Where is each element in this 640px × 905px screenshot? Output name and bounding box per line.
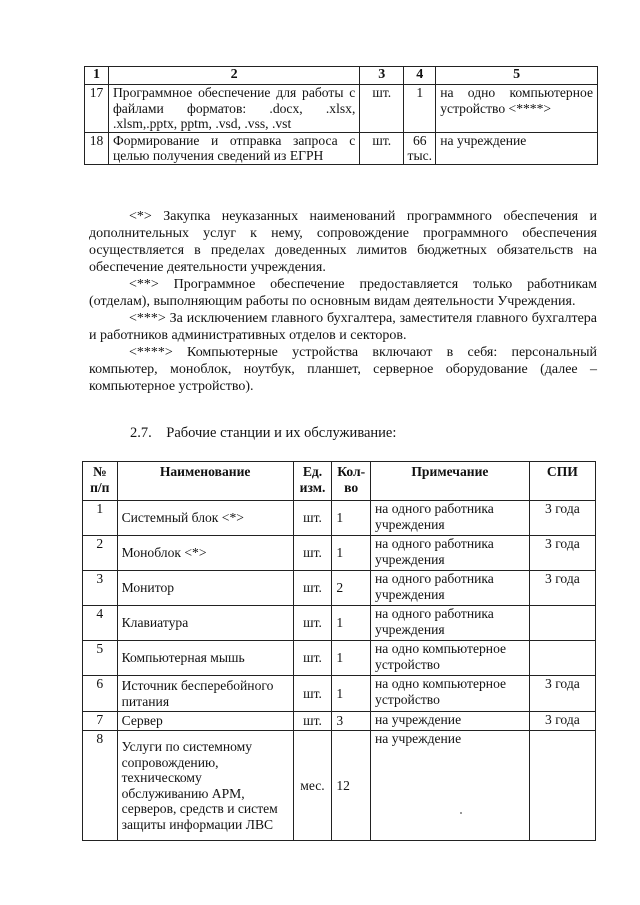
table-row: [85, 132, 598, 164]
software-table: [84, 66, 598, 165]
col-header-spi: СПИ: [529, 462, 595, 501]
row-number: 5: [83, 641, 118, 676]
speck: [460, 812, 462, 814]
row-number: 8: [83, 731, 118, 841]
row-name: Услуги по системному сопровождению, техническому обслуживанию АРМ, серверов, средств и систем защиты информации ЛВС: [117, 731, 293, 841]
col-header: 1: [85, 67, 109, 85]
row-name: Программное обеспечение для работы с файлами форматов: .docx, .xlsx, .xlsm,.pptx, pptm, .vsd, .vss, .vst: [108, 85, 359, 133]
row-spi: [529, 606, 595, 641]
col-header-name: Наименование: [117, 462, 293, 501]
row-name: Монитор: [117, 571, 293, 606]
row-note: на одного работника учреждения: [371, 536, 530, 571]
col-header-qty: Кол-во: [332, 462, 371, 501]
row-qty: 1: [332, 606, 371, 641]
table-row: [83, 676, 596, 712]
row-unit: шт.: [293, 641, 332, 676]
row-unit: мес.: [293, 731, 332, 841]
row-unit: шт.: [360, 132, 404, 164]
row-qty: 12: [332, 731, 371, 841]
row-qty: 1: [332, 501, 371, 536]
table-header-row: [83, 462, 596, 501]
row-note: на учреждение: [371, 712, 530, 731]
table-header-row: [85, 67, 598, 85]
row-spi: 3 года: [529, 571, 595, 606]
table-row: [83, 712, 596, 731]
col-header: 2: [108, 67, 359, 85]
row-qty: 1: [404, 85, 436, 133]
row-number: 7: [83, 712, 118, 731]
row-unit: шт.: [293, 606, 332, 641]
row-name: Клавиатура: [117, 606, 293, 641]
col-header-note: Примечание: [371, 462, 530, 501]
row-name: Источник бесперебойного питания: [117, 676, 293, 712]
footnote: <****> Компьютерные устройства включают в себя: персональный компьютер, моноблок, ноутбук, планшет, серверное оборудование (далее – компьютерное устройство).: [89, 345, 597, 394]
row-name: Моноблок <*>: [117, 536, 293, 571]
row-qty: 1: [332, 676, 371, 712]
row-name: Компьютерная мышь: [117, 641, 293, 676]
row-spi: 3 года: [529, 712, 595, 731]
row-note: на одно компьютерное устройство: [371, 676, 530, 712]
table-row: [83, 606, 596, 641]
footnote: <*> Закупка неуказанных наименований программного обеспечения и дополнительных услуг к нему, сопровождение программного обеспечения осуществляется в пределах доведенных лимитов бюджетных обязательств на обеспечение деятельности учреждения.: [89, 209, 597, 275]
row-unit: шт.: [293, 536, 332, 571]
table-row: [83, 641, 596, 676]
footnote: <***> За исключением главного бухгалтера, заместителя главного бухгалтера и работников административных отделов и секторов.: [89, 311, 597, 343]
row-number: 2: [83, 536, 118, 571]
row-note: на одного работника учреждения: [371, 571, 530, 606]
row-number: 18: [85, 132, 109, 164]
row-name: Системный блок <*>: [117, 501, 293, 536]
col-header: 3: [360, 67, 404, 85]
footnote: <**> Программное обеспечение предоставляется только работникам (отделам), выполняющим работы по основным видам деятельности Учреждения.: [89, 277, 597, 309]
row-qty: 1: [332, 536, 371, 571]
row-spi: 3 года: [529, 676, 595, 712]
table-row: [83, 571, 596, 606]
row-note: на учреждение: [436, 132, 598, 164]
row-spi: [529, 731, 595, 841]
row-unit: шт.: [293, 676, 332, 712]
row-spi: 3 года: [529, 501, 595, 536]
row-qty: 3: [332, 712, 371, 731]
row-number: 3: [83, 571, 118, 606]
row-name: Формирование и отправка запроса с целью получения сведений из ЕГРН: [108, 132, 359, 164]
row-unit: шт.: [293, 501, 332, 536]
section-heading: 2.7. Рабочие станции и их обслуживание:: [130, 425, 397, 441]
row-spi: [529, 641, 595, 676]
col-header: 4: [404, 67, 436, 85]
row-note: на одно компьютерное устройство: [371, 641, 530, 676]
footnotes: [89, 208, 597, 395]
table-row: [85, 85, 598, 133]
row-unit: шт.: [360, 85, 404, 133]
col-header-unit: Ед. изм.: [293, 462, 332, 501]
table-row: [83, 536, 596, 571]
row-note: на одного работника учреждения: [371, 606, 530, 641]
row-unit: шт.: [293, 712, 332, 731]
row-note: на одного работника учреждения: [371, 501, 530, 536]
row-qty: 2: [332, 571, 371, 606]
row-number: 17: [85, 85, 109, 133]
table-row: [83, 501, 596, 536]
row-note: на учреждение: [371, 731, 530, 841]
row-spi: 3 года: [529, 536, 595, 571]
row-unit: шт.: [293, 571, 332, 606]
table-row: [83, 731, 596, 841]
col-header: 5: [436, 67, 598, 85]
row-name: Сервер: [117, 712, 293, 731]
row-number: 6: [83, 676, 118, 712]
row-number: 4: [83, 606, 118, 641]
row-number: 1: [83, 501, 118, 536]
workstations-table: [82, 461, 596, 841]
row-note: на одно компьютерное устройство <****>: [436, 85, 598, 133]
row-qty: 66 тыс.: [404, 132, 436, 164]
col-header-num: № п/п: [83, 462, 118, 501]
row-qty: 1: [332, 641, 371, 676]
